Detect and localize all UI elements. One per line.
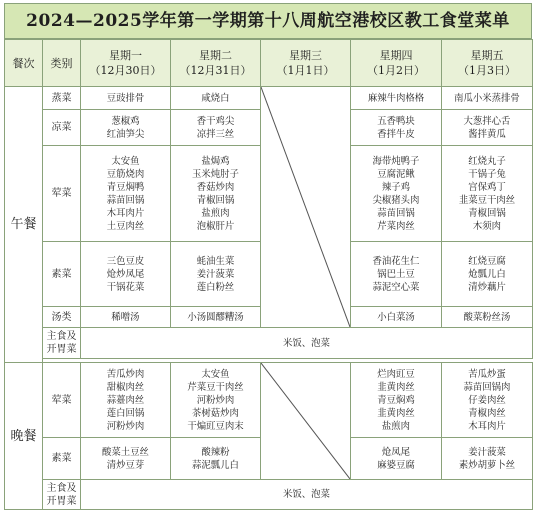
staple-value: 米饭、泡菜 bbox=[81, 480, 533, 510]
dish-item: 南瓜小米蒸排骨 bbox=[454, 92, 520, 104]
dish-item: 尖椒猪头肉 bbox=[372, 194, 420, 206]
dish-item: 香干鸡尖 bbox=[196, 115, 235, 127]
dish-item: 太安鱼 bbox=[111, 155, 140, 167]
dish-item: 韭黄肉丝 bbox=[377, 407, 415, 419]
menu-cell bbox=[442, 146, 533, 242]
dish-item: 炝凤尾 bbox=[381, 446, 411, 458]
dish-item: 酸菜粉丝汤 bbox=[463, 311, 511, 323]
menu-cell bbox=[171, 242, 261, 307]
dish-item: 五香鸭块 bbox=[377, 115, 415, 127]
day-name: 星期五 bbox=[470, 49, 504, 62]
staple-value: 米饭、泡菜 bbox=[81, 328, 533, 359]
dish-item: 茶树菇炒肉 bbox=[192, 407, 239, 419]
dish-item: 辣子鸡 bbox=[381, 181, 411, 193]
header-category: 类别 bbox=[43, 40, 81, 87]
dish-item: 仔姜肉丝 bbox=[468, 394, 506, 406]
dish-item: 大葱拌心舌 bbox=[463, 115, 511, 127]
day-date: （1月3日） bbox=[458, 64, 516, 77]
meal-label-dinner: 晚餐 bbox=[5, 363, 43, 510]
dish-item: 稀噌汤 bbox=[111, 311, 140, 323]
dish-item: 香拌牛皮 bbox=[377, 128, 415, 140]
dish-item: 莲白回锅 bbox=[106, 407, 145, 419]
menu-cell bbox=[171, 438, 261, 480]
dish-item: 韭菜豆干肉丝 bbox=[458, 194, 516, 206]
dish-item: 宫保鸡丁 bbox=[468, 181, 506, 193]
menu-cell bbox=[351, 307, 442, 328]
dish-item: 干锅花菜 bbox=[106, 281, 145, 293]
dish-item: 青豆焖鸡 bbox=[377, 394, 415, 406]
page-title: 2024—2025学年第一学期第十八周航空港校区教工食堂菜单 bbox=[4, 3, 532, 39]
header-row bbox=[5, 40, 533, 87]
dish-item: 豆腐泥鳅 bbox=[377, 168, 415, 180]
dish-item: 蒜薹肉丝 bbox=[106, 394, 145, 406]
dish-item: 木须肉 bbox=[472, 220, 502, 232]
menu-cell bbox=[171, 146, 261, 242]
menu-cell bbox=[351, 87, 442, 110]
diagonal-line bbox=[261, 87, 350, 327]
dish-item: 韭黄肉丝 bbox=[377, 381, 415, 393]
dish-item: 葱椒鸡 bbox=[111, 115, 140, 127]
diagonal-line bbox=[261, 363, 350, 479]
staple-label-line: 开胃菜 bbox=[46, 495, 77, 507]
category-label-staple bbox=[43, 480, 81, 510]
day-date: （12月30日） bbox=[89, 64, 162, 77]
category-label: 荤菜 bbox=[43, 363, 81, 438]
dish-item: 青椒肉丝 bbox=[468, 407, 506, 419]
dish-item: 红油笋尖 bbox=[106, 128, 145, 140]
menu-cell bbox=[81, 87, 171, 110]
dish-item: 青椒回锅 bbox=[468, 207, 506, 219]
category-label: 素菜 bbox=[43, 242, 81, 307]
dish-item: 青椒回锅 bbox=[196, 194, 235, 206]
menu-cell bbox=[81, 307, 171, 328]
category-label-staple bbox=[43, 328, 81, 359]
menu-cell bbox=[442, 110, 533, 146]
menu-cell bbox=[351, 146, 442, 242]
menu-cell bbox=[442, 307, 533, 328]
dish-item: 香菇炒肉 bbox=[196, 181, 235, 193]
lunch-steamed-row bbox=[5, 87, 533, 110]
menu-cell bbox=[351, 438, 442, 480]
dish-item: 清炒豆芽 bbox=[106, 459, 145, 471]
dish-item: 芹菜豆干肉丝 bbox=[187, 381, 244, 393]
dish-item: 苦瓜炒蛋 bbox=[468, 368, 506, 380]
menu-cell bbox=[81, 146, 171, 242]
category-label: 蒸菜 bbox=[43, 87, 81, 110]
dish-item: 太安鱼 bbox=[201, 368, 230, 380]
dinner-staple-row bbox=[5, 480, 533, 510]
menu-cell bbox=[171, 307, 261, 328]
menu-cell bbox=[351, 110, 442, 146]
dish-item: 清炒藕片 bbox=[468, 281, 506, 293]
staple-label-line: 开胃菜 bbox=[46, 344, 77, 355]
dish-item: 盐煎肉 bbox=[201, 207, 230, 219]
menu-cell bbox=[81, 363, 171, 438]
menu-cell bbox=[351, 242, 442, 307]
dish-item: 炝瓢儿白 bbox=[468, 268, 506, 280]
dish-item: 姜汁菠菜 bbox=[468, 446, 506, 458]
menu-cell bbox=[171, 363, 261, 438]
dish-item: 玉米炖肘子 bbox=[192, 168, 239, 180]
header-day-mon bbox=[81, 40, 171, 87]
dish-item: 炝炒凤尾 bbox=[106, 268, 145, 280]
day-date: （1月1日） bbox=[276, 64, 335, 77]
dish-item: 苦瓜炒肉 bbox=[106, 368, 145, 380]
day-date: （1月2日） bbox=[367, 64, 425, 77]
menu-cell bbox=[442, 242, 533, 307]
dish-item: 蒜苗回锅肉 bbox=[463, 381, 511, 393]
dish-item: 红烧丸子 bbox=[468, 155, 506, 167]
day-name: 星期一 bbox=[109, 49, 142, 62]
header-day-wed bbox=[261, 40, 351, 87]
dish-item: 莲白粉丝 bbox=[196, 281, 235, 293]
holiday-blank-cell-lunch bbox=[261, 87, 351, 328]
meal-label-lunch: 午餐 bbox=[5, 87, 43, 363]
header-meal: 餐次 bbox=[5, 40, 43, 87]
dish-item: 蒜苗回锅 bbox=[106, 194, 145, 206]
dish-item: 素炒胡萝卜丝 bbox=[458, 459, 516, 471]
lunch-staple-row bbox=[5, 328, 533, 359]
dish-item: 小汤圆醪糟汤 bbox=[187, 311, 244, 323]
dish-item: 河粉炒肉 bbox=[196, 394, 235, 406]
dish-item: 香油花生仁 bbox=[372, 255, 420, 267]
day-name: 星期四 bbox=[379, 49, 413, 62]
menu-table bbox=[4, 39, 533, 510]
day-name: 星期三 bbox=[289, 49, 322, 62]
dish-item: 蒜苗回锅 bbox=[377, 207, 415, 219]
holiday-blank-cell-dinner bbox=[261, 363, 351, 480]
menu-cell bbox=[81, 242, 171, 307]
category-label: 荤菜 bbox=[43, 146, 81, 242]
dish-item: 酸菜土豆丝 bbox=[102, 446, 149, 458]
dish-item: 盐煎肉 bbox=[381, 420, 411, 432]
dish-item: 泡椒肝片 bbox=[196, 220, 235, 232]
dish-item: 麻婆豆腐 bbox=[377, 459, 415, 471]
menu-cell bbox=[81, 110, 171, 146]
dish-item: 酸辣粉 bbox=[201, 446, 230, 458]
dish-item: 甜椒肉丝 bbox=[106, 381, 145, 393]
dish-item: 干煸豇豆肉末 bbox=[187, 420, 244, 432]
menu-cell bbox=[351, 363, 442, 438]
dish-item: 红烧豆腐 bbox=[468, 255, 506, 267]
header-day-thu bbox=[351, 40, 442, 87]
dish-item: 三色豆皮 bbox=[106, 255, 145, 267]
dish-item: 豆筋烧肉 bbox=[106, 168, 145, 180]
dish-item: 酱拌黄瓜 bbox=[468, 128, 506, 140]
dish-item: 土豆肉丝 bbox=[106, 220, 145, 232]
dish-item: 咸烧白 bbox=[201, 92, 230, 104]
dish-item: 豆豉排骨 bbox=[106, 92, 145, 104]
dinner-meat-row bbox=[5, 363, 533, 438]
dish-item: 青豆焖鸭 bbox=[106, 181, 145, 193]
menu-cell bbox=[442, 438, 533, 480]
category-label: 凉菜 bbox=[43, 110, 81, 146]
dish-item: 小白菜汤 bbox=[377, 311, 415, 323]
dish-item: 蚝油生菜 bbox=[196, 255, 235, 267]
category-label: 素菜 bbox=[43, 438, 81, 480]
dish-item: 木耳肉片 bbox=[468, 420, 506, 432]
dish-item: 锅巴土豆 bbox=[377, 268, 415, 280]
menu-cell bbox=[442, 363, 533, 438]
dish-item: 海带炖鸭子 bbox=[372, 155, 420, 167]
dish-item: 麻辣牛肉格格 bbox=[367, 92, 425, 104]
day-date: （12月31日） bbox=[179, 64, 252, 77]
dish-item: 干锅子兔 bbox=[468, 168, 506, 180]
header-day-tue bbox=[171, 40, 261, 87]
menu-cell bbox=[171, 110, 261, 146]
dish-item: 木耳肉片 bbox=[106, 207, 145, 219]
dish-item: 烂肉豇豆 bbox=[377, 368, 415, 380]
staple-label-line: 主食及 bbox=[46, 482, 77, 494]
menu-cell bbox=[81, 438, 171, 480]
header-day-fri bbox=[442, 40, 533, 87]
dish-item: 姜汁菠菜 bbox=[196, 268, 235, 280]
dish-item: 盐焗鸡 bbox=[201, 155, 230, 167]
menu-cell bbox=[442, 87, 533, 110]
dish-item: 河粉炒肉 bbox=[106, 420, 145, 432]
day-name: 星期二 bbox=[199, 49, 232, 62]
category-label: 汤类 bbox=[43, 307, 81, 328]
dish-item: 凉拌三丝 bbox=[196, 128, 235, 140]
dish-item: 蒜泥瓢儿白 bbox=[192, 459, 239, 471]
dish-item: 芹菜肉丝 bbox=[377, 220, 415, 232]
dish-item: 蒜泥空心菜 bbox=[372, 281, 420, 293]
menu-cell bbox=[171, 87, 261, 110]
staple-label-line: 主食及 bbox=[46, 331, 77, 342]
